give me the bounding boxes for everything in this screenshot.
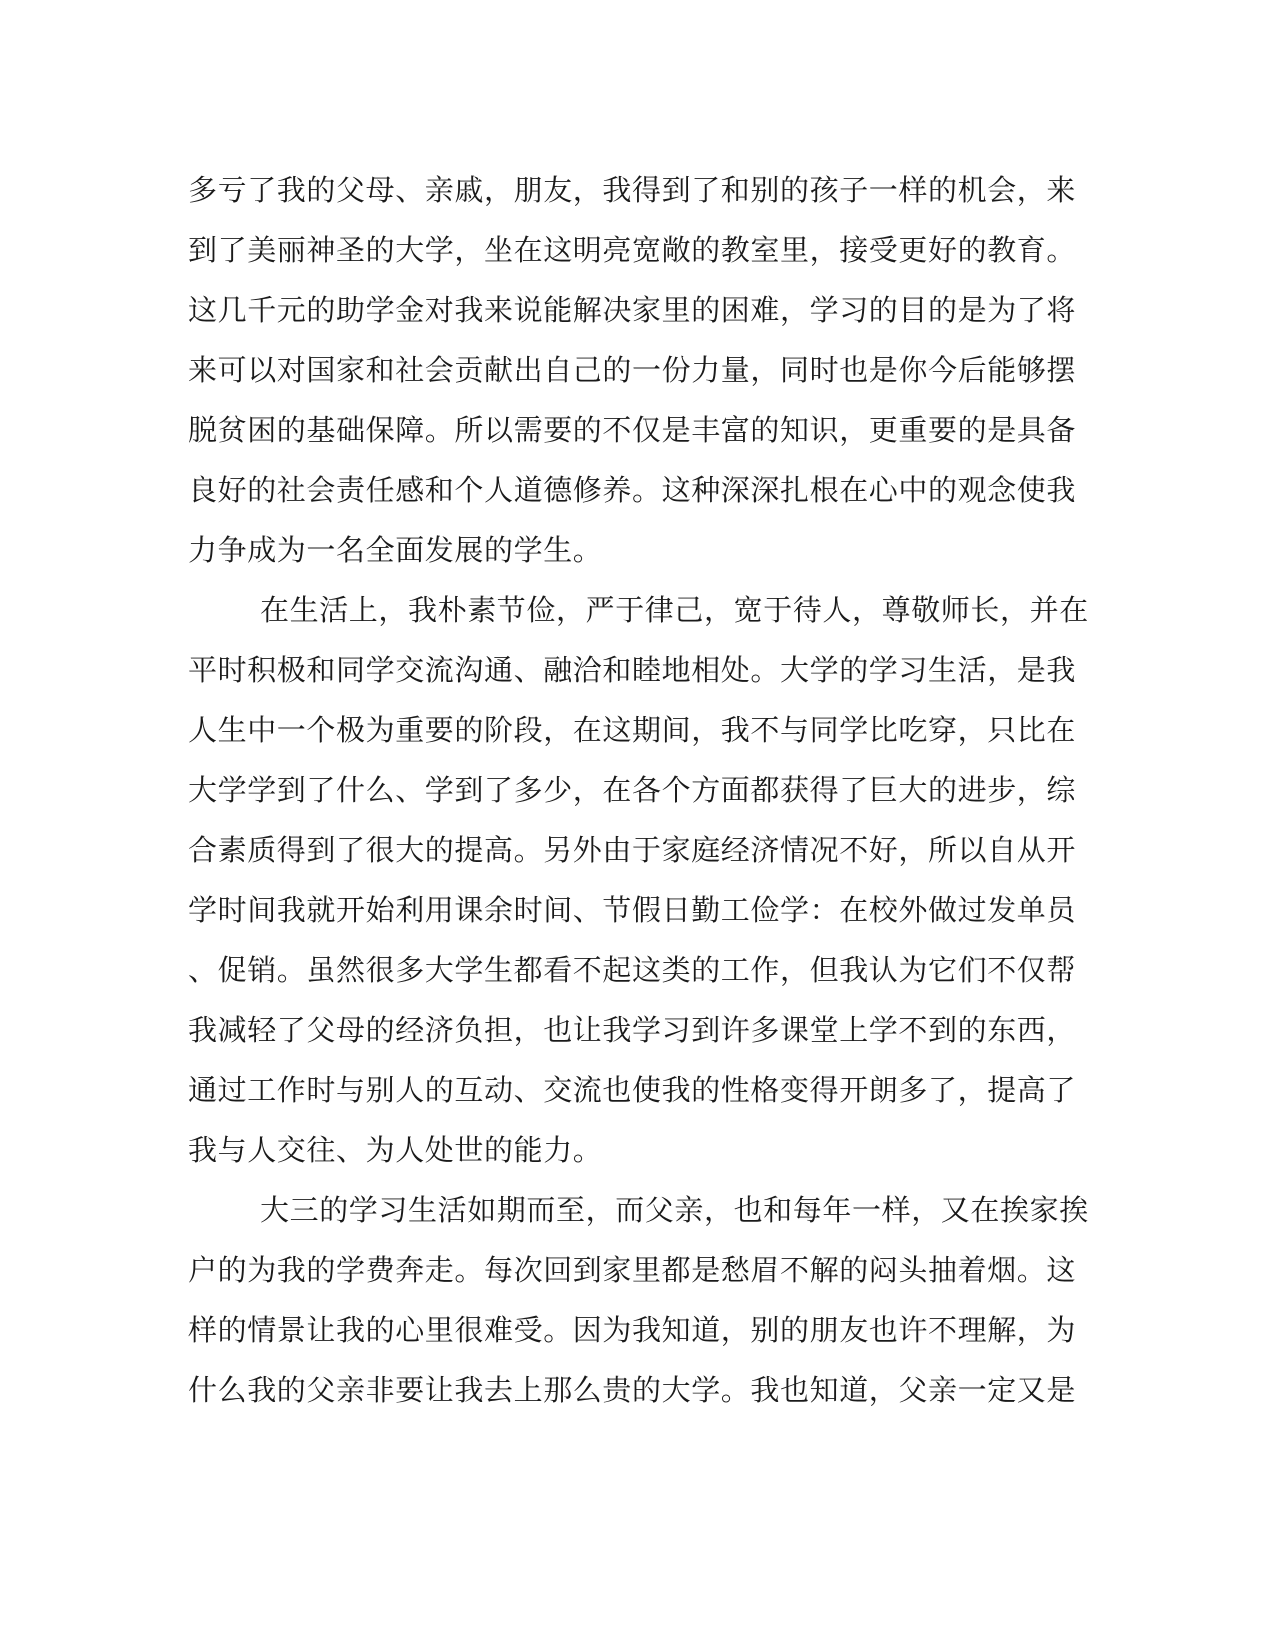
text-line: 合素质得到了很大的提高。另外由于家庭经济情况不好，所以自从开	[188, 833, 1077, 867]
text-line: 大学学到了什么、学到了多少，在各个方面都获得了巨大的进步，综	[188, 773, 1077, 807]
text-line: 脱贫困的基础保障。所以需要的不仅是丰富的知识，更重要的是具备	[188, 413, 1077, 447]
text-line: 良好的社会责任感和个人道德修养。这种深深扎根在心中的观念使我	[188, 473, 1077, 507]
text-line: 人生中一个极为重要的阶段，在这期间，我不与同学比吃穿，只比在	[188, 713, 1077, 747]
text-line: 什么我的父亲非要让我去上那么贵的大学。我也知道，父亲一定又是	[188, 1373, 1077, 1407]
text-line: 来可以对国家和社会贡献出自己的一份力量，同时也是你今后能够摆	[188, 353, 1077, 387]
text-line: 户的为我的学费奔走。每次回到家里都是愁眉不解的闷头抽着烟。这	[188, 1253, 1077, 1287]
text-line: 我减轻了父母的经济负担，也让我学习到许多课堂上学不到的东西，	[188, 1013, 1077, 1047]
text-line: 样的情景让我的心里很难受。因为我知道，别的朋友也许不理解，为	[188, 1313, 1077, 1347]
text-line: 多亏了我的父母、亲戚，朋友，我得到了和别的孩子一样的机会，来	[188, 173, 1077, 207]
text-line: 通过工作时与别人的互动、交流也使我的性格变得开朗多了，提高了	[188, 1073, 1077, 1107]
text-line: 这几千元的助学金对我来说能解决家里的困难，学习的目的是为了将	[188, 293, 1077, 327]
text-line: 到了美丽神圣的大学，坐在这明亮宽敞的教室里，接受更好的教育。	[188, 233, 1077, 267]
text-line: 学时间我就开始利用课余时间、节假日勤工俭学：在校外做过发单员	[188, 893, 1077, 927]
text-line: 、促销。虽然很多大学生都看不起这类的工作，但我认为它们不仅帮	[188, 953, 1077, 987]
paragraph-start-line: 大三的学习生活如期而至，而父亲，也和每年一样，又在挨家挨	[260, 1193, 1089, 1227]
text-line: 力争成为一名全面发展的学生。	[188, 533, 603, 567]
paragraph-start-line: 在生活上，我朴素节俭，严于律己，宽于待人，尊敬师长，并在	[260, 593, 1089, 627]
text-line: 我与人交往、为人处世的能力。	[188, 1133, 603, 1167]
body-text	[188, 160, 1088, 1420]
text-line: 平时积极和同学交流沟通、融洽和睦地相处。大学的学习生活，是我	[188, 653, 1077, 687]
